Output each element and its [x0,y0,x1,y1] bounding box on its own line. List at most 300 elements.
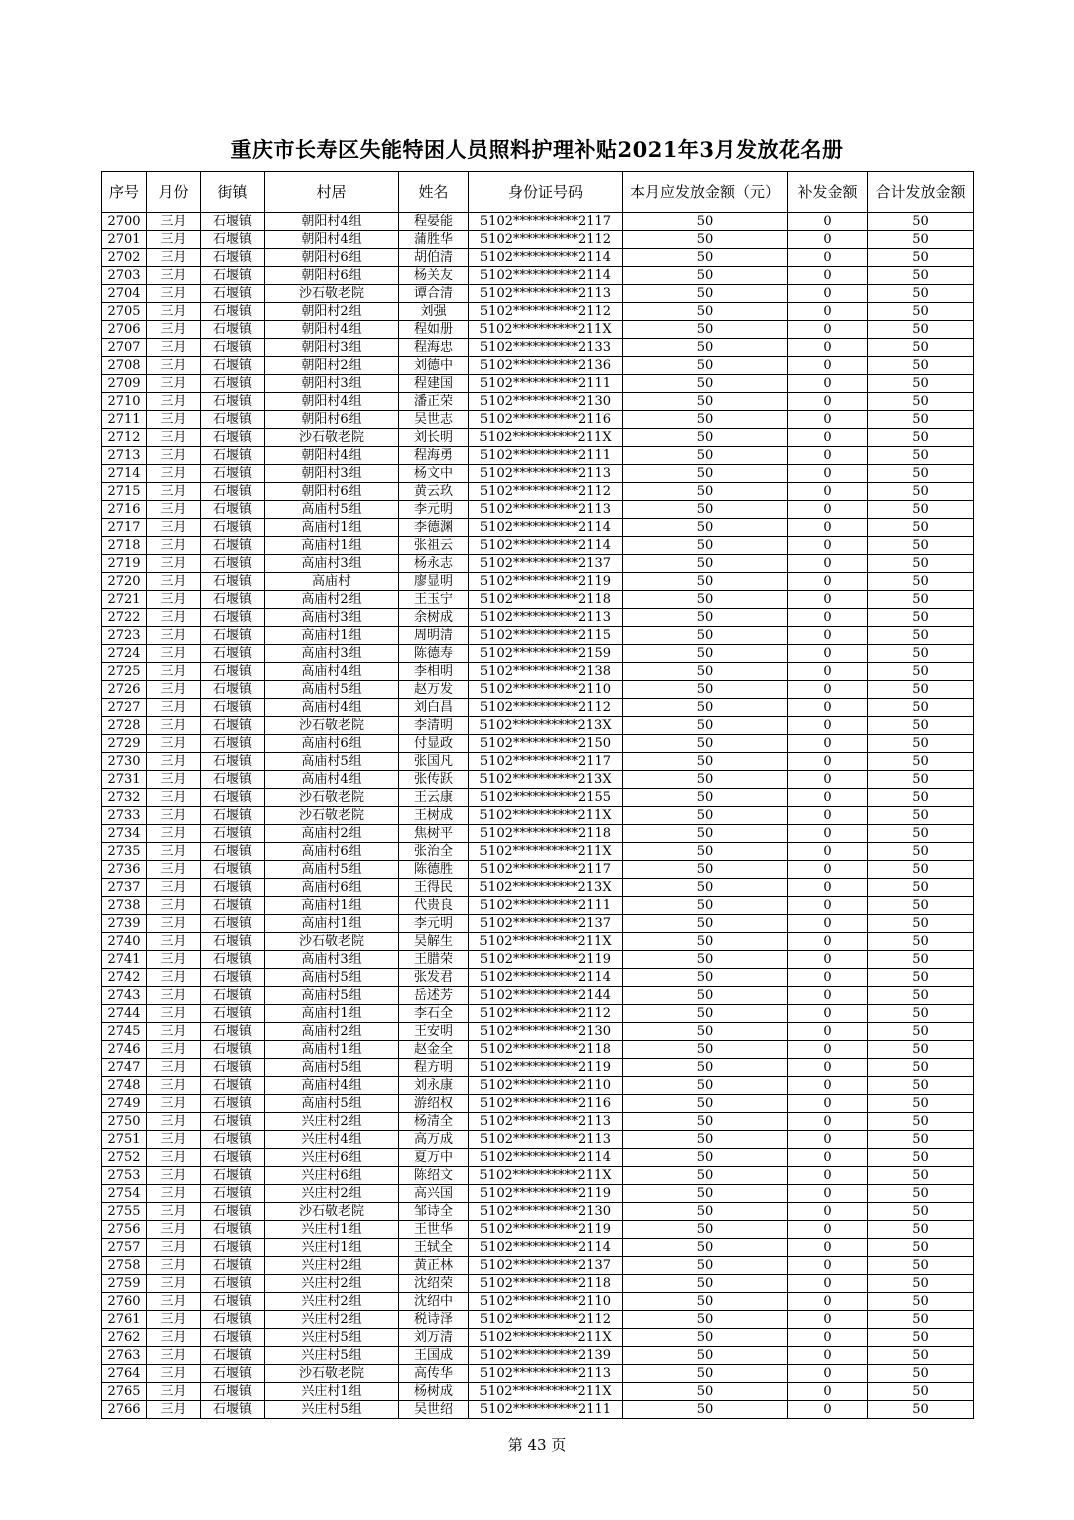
cell-id: 5102**********2114 [469,969,623,987]
cell-name: 张治全 [399,843,469,861]
cell-index: 2733 [102,807,147,825]
cell-name: 王轼全 [399,1239,469,1257]
cell-month: 三月 [147,339,201,357]
cell-name: 高兴国 [399,1185,469,1203]
cell-index: 2716 [102,501,147,519]
cell-id: 5102**********2113 [469,1131,623,1149]
cell-town: 石堰镇 [201,1311,265,1329]
cell-supplement: 0 [788,645,868,663]
cell-id: 5102**********2112 [469,303,623,321]
cell-total: 50 [868,1275,974,1293]
cell-supplement: 0 [788,1365,868,1383]
cell-town: 石堰镇 [201,1293,265,1311]
table-row [102,1311,974,1329]
cell-id: 5102**********2119 [469,1185,623,1203]
cell-index: 2743 [102,987,147,1005]
cell-supplement: 0 [788,411,868,429]
cell-name: 王得民 [399,879,469,897]
cell-total: 50 [868,915,974,933]
cell-id: 5102**********2137 [469,555,623,573]
cell-supplement: 0 [788,1293,868,1311]
cell-total: 50 [868,663,974,681]
table-row [102,753,974,771]
cell-village: 兴庄村2组 [265,1311,399,1329]
cell-village: 高庙村2组 [265,591,399,609]
cell-supplement: 0 [788,1185,868,1203]
cell-id: 5102**********2118 [469,825,623,843]
cell-total: 50 [868,1311,974,1329]
cell-amount: 50 [623,339,788,357]
cell-supplement: 0 [788,933,868,951]
cell-town: 石堰镇 [201,411,265,429]
cell-name: 李相明 [399,663,469,681]
cell-name: 张祖云 [399,537,469,555]
table-row [102,1023,974,1041]
cell-village: 沙石敬老院 [265,1365,399,1383]
cell-amount: 50 [623,411,788,429]
cell-total: 50 [868,933,974,951]
cell-total: 50 [868,1257,974,1275]
cell-id: 5102**********2111 [469,897,623,915]
cell-total: 50 [868,1113,974,1131]
cell-town: 石堰镇 [201,825,265,843]
cell-town: 石堰镇 [201,1005,265,1023]
cell-index: 2742 [102,969,147,987]
cell-id: 5102**********2114 [469,519,623,537]
cell-month: 三月 [147,1185,201,1203]
cell-town: 石堰镇 [201,1077,265,1095]
cell-month: 三月 [147,1059,201,1077]
cell-village: 朝阳村2组 [265,357,399,375]
cell-id: 5102**********2113 [469,609,623,627]
cell-amount: 50 [623,249,788,267]
cell-amount: 50 [623,1077,788,1095]
cell-name: 王世华 [399,1221,469,1239]
cell-name: 廖显明 [399,573,469,591]
cell-total: 50 [868,1005,974,1023]
cell-index: 2740 [102,933,147,951]
cell-town: 石堰镇 [201,1329,265,1347]
cell-amount: 50 [623,753,788,771]
cell-amount: 50 [623,357,788,375]
cell-town: 石堰镇 [201,465,265,483]
table-row [102,429,974,447]
cell-town: 石堰镇 [201,717,265,735]
table-row [102,1167,974,1185]
cell-name: 谭合清 [399,285,469,303]
cell-name: 黄正林 [399,1257,469,1275]
cell-month: 三月 [147,1383,201,1401]
cell-id: 5102**********2110 [469,681,623,699]
cell-index: 2706 [102,321,147,339]
cell-total: 50 [868,285,974,303]
table-row [102,483,974,501]
cell-supplement: 0 [788,1239,868,1257]
cell-village: 朝阳村4组 [265,321,399,339]
cell-month: 三月 [147,789,201,807]
cell-amount: 50 [623,1347,788,1365]
cell-id: 5102**********2111 [469,375,623,393]
cell-total: 50 [868,1293,974,1311]
cell-village: 兴庄村6组 [265,1167,399,1185]
cell-id: 5102**********2138 [469,663,623,681]
cell-supplement: 0 [788,483,868,501]
cell-amount: 50 [623,1275,788,1293]
cell-index: 2748 [102,1077,147,1095]
cell-month: 三月 [147,501,201,519]
cell-month: 三月 [147,537,201,555]
header-col-supplement: 补发金额 [788,172,868,213]
cell-supplement: 0 [788,1023,868,1041]
cell-name: 沈绍中 [399,1293,469,1311]
cell-town: 石堰镇 [201,1023,265,1041]
cell-id: 5102**********2144 [469,987,623,1005]
cell-month: 三月 [147,969,201,987]
cell-amount: 50 [623,969,788,987]
cell-total: 50 [868,1095,974,1113]
cell-month: 三月 [147,1311,201,1329]
cell-id: 5102**********2111 [469,1401,623,1419]
cell-village: 朝阳村4组 [265,393,399,411]
cell-id: 5102**********2130 [469,1203,623,1221]
cell-supplement: 0 [788,267,868,285]
cell-town: 石堰镇 [201,303,265,321]
cell-name: 王玉宁 [399,591,469,609]
cell-village: 兴庄村1组 [265,1221,399,1239]
cell-total: 50 [868,1383,974,1401]
cell-village: 沙石敬老院 [265,285,399,303]
cell-amount: 50 [623,843,788,861]
cell-town: 石堰镇 [201,429,265,447]
cell-village: 兴庄村5组 [265,1329,399,1347]
cell-name: 杨关友 [399,267,469,285]
cell-village: 朝阳村3组 [265,375,399,393]
cell-name: 刘强 [399,303,469,321]
cell-id: 5102**********2117 [469,213,623,231]
cell-name: 陈德寿 [399,645,469,663]
cell-index: 2703 [102,267,147,285]
cell-total: 50 [868,843,974,861]
table-row [102,339,974,357]
cell-amount: 50 [623,321,788,339]
cell-month: 三月 [147,1005,201,1023]
cell-village: 朝阳村3组 [265,465,399,483]
cell-total: 50 [868,951,974,969]
table-row [102,1275,974,1293]
cell-id: 5102**********213X [469,879,623,897]
cell-name: 张国凡 [399,753,469,771]
cell-total: 50 [868,1365,974,1383]
table-row [102,897,974,915]
cell-index: 2745 [102,1023,147,1041]
cell-month: 三月 [147,429,201,447]
cell-id: 5102**********2115 [469,627,623,645]
cell-supplement: 0 [788,1149,868,1167]
cell-month: 三月 [147,573,201,591]
cell-id: 5102**********211X [469,933,623,951]
cell-town: 石堰镇 [201,1185,265,1203]
cell-id: 5102**********2119 [469,951,623,969]
cell-village: 朝阳村4组 [265,213,399,231]
cell-name: 岳述芳 [399,987,469,1005]
cell-total: 50 [868,1329,974,1347]
cell-total: 50 [868,987,974,1005]
cell-total: 50 [868,807,974,825]
table-row [102,465,974,483]
cell-total: 50 [868,339,974,357]
cell-town: 石堰镇 [201,519,265,537]
cell-month: 三月 [147,1293,201,1311]
cell-amount: 50 [623,915,788,933]
cell-month: 三月 [147,717,201,735]
cell-name: 焦树平 [399,825,469,843]
cell-town: 石堰镇 [201,1167,265,1185]
cell-supplement: 0 [788,519,868,537]
cell-id: 5102**********2139 [469,1347,623,1365]
cell-index: 2724 [102,645,147,663]
table-row [102,1077,974,1095]
cell-month: 三月 [147,375,201,393]
cell-town: 石堰镇 [201,1347,265,1365]
cell-id: 5102**********213X [469,771,623,789]
cell-total: 50 [868,249,974,267]
cell-index: 2719 [102,555,147,573]
cell-month: 三月 [147,213,201,231]
cell-town: 石堰镇 [201,357,265,375]
cell-name: 王腊荣 [399,951,469,969]
cell-index: 2707 [102,339,147,357]
cell-id: 5102**********2113 [469,1113,623,1131]
cell-supplement: 0 [788,537,868,555]
table-row [102,1365,974,1383]
cell-id: 5102**********2119 [469,1221,623,1239]
table-row [102,915,974,933]
cell-name: 张传跃 [399,771,469,789]
cell-amount: 50 [623,303,788,321]
cell-village: 高庙村1组 [265,897,399,915]
cell-amount: 50 [623,1221,788,1239]
cell-supplement: 0 [788,699,868,717]
table-row [102,609,974,627]
cell-id: 5102**********2113 [469,1365,623,1383]
cell-month: 三月 [147,519,201,537]
cell-town: 石堰镇 [201,321,265,339]
cell-amount: 50 [623,267,788,285]
cell-month: 三月 [147,1023,201,1041]
cell-supplement: 0 [788,501,868,519]
cell-index: 2751 [102,1131,147,1149]
table-row [102,573,974,591]
cell-supplement: 0 [788,573,868,591]
cell-id: 5102**********211X [469,429,623,447]
cell-town: 石堰镇 [201,1383,265,1401]
cell-name: 刘德中 [399,357,469,375]
table-row [102,771,974,789]
cell-id: 5102**********2133 [469,339,623,357]
cell-village: 高庙村6组 [265,843,399,861]
cell-name: 程如册 [399,321,469,339]
cell-index: 2713 [102,447,147,465]
cell-name: 程晏能 [399,213,469,231]
cell-month: 三月 [147,933,201,951]
cell-village: 高庙村3组 [265,951,399,969]
cell-village: 兴庄村2组 [265,1293,399,1311]
cell-id: 5102**********2137 [469,1257,623,1275]
cell-town: 石堰镇 [201,591,265,609]
cell-supplement: 0 [788,879,868,897]
cell-amount: 50 [623,609,788,627]
cell-name: 李元明 [399,915,469,933]
cell-name: 吴世绍 [399,1401,469,1419]
cell-name: 付显政 [399,735,469,753]
table-row [102,843,974,861]
table-row [102,357,974,375]
cell-town: 石堰镇 [201,1221,265,1239]
cell-id: 5102**********2111 [469,447,623,465]
cell-name: 陈绍文 [399,1167,469,1185]
cell-name: 潘正荣 [399,393,469,411]
cell-supplement: 0 [788,591,868,609]
cell-total: 50 [868,717,974,735]
cell-supplement: 0 [788,1329,868,1347]
cell-total: 50 [868,1401,974,1419]
table-row [102,1383,974,1401]
cell-id: 5102**********2113 [469,285,623,303]
table-row [102,321,974,339]
cell-index: 2765 [102,1383,147,1401]
cell-supplement: 0 [788,1257,868,1275]
cell-index: 2726 [102,681,147,699]
cell-month: 三月 [147,915,201,933]
cell-id: 5102**********2114 [469,537,623,555]
table-row [102,1149,974,1167]
cell-village: 高庙村4组 [265,771,399,789]
cell-village: 沙石敬老院 [265,429,399,447]
cell-month: 三月 [147,1347,201,1365]
cell-month: 三月 [147,285,201,303]
cell-total: 50 [868,735,974,753]
cell-village: 朝阳村6组 [265,483,399,501]
cell-index: 2712 [102,429,147,447]
cell-village: 沙石敬老院 [265,933,399,951]
cell-town: 石堰镇 [201,753,265,771]
cell-town: 石堰镇 [201,285,265,303]
cell-name: 赵金全 [399,1041,469,1059]
cell-supplement: 0 [788,1203,868,1221]
cell-index: 2763 [102,1347,147,1365]
cell-town: 石堰镇 [201,1041,265,1059]
cell-total: 50 [868,699,974,717]
page-number: 第 43 页 [507,1436,567,1454]
cell-index: 2728 [102,717,147,735]
cell-village: 高庙村3组 [265,609,399,627]
cell-index: 2704 [102,285,147,303]
table-row [102,1293,974,1311]
cell-month: 三月 [147,1257,201,1275]
cell-supplement: 0 [788,321,868,339]
cell-month: 三月 [147,1221,201,1239]
cell-amount: 50 [623,1005,788,1023]
cell-village: 沙石敬老院 [265,807,399,825]
cell-month: 三月 [147,753,201,771]
cell-village: 高庙村4组 [265,1077,399,1095]
cell-id: 5102**********2119 [469,573,623,591]
cell-id: 5102**********211X [469,1329,623,1347]
cell-amount: 50 [623,501,788,519]
cell-amount: 50 [623,1401,788,1419]
table-row [102,663,974,681]
cell-town: 石堰镇 [201,1257,265,1275]
cell-name: 税诗泽 [399,1311,469,1329]
cell-total: 50 [868,1023,974,1041]
cell-index: 2708 [102,357,147,375]
cell-id: 5102**********2114 [469,1239,623,1257]
cell-total: 50 [868,609,974,627]
cell-amount: 50 [623,231,788,249]
cell-index: 2749 [102,1095,147,1113]
cell-supplement: 0 [788,861,868,879]
cell-total: 50 [868,1239,974,1257]
table-row [102,807,974,825]
cell-name: 杨永志 [399,555,469,573]
cell-month: 三月 [147,663,201,681]
cell-total: 50 [868,537,974,555]
cell-month: 三月 [147,1077,201,1095]
cell-id: 5102**********2117 [469,861,623,879]
cell-supplement: 0 [788,213,868,231]
cell-name: 刘长明 [399,429,469,447]
cell-supplement: 0 [788,339,868,357]
cell-supplement: 0 [788,1311,868,1329]
cell-supplement: 0 [788,1077,868,1095]
cell-village: 兴庄村2组 [265,1257,399,1275]
cell-supplement: 0 [788,681,868,699]
cell-village: 高庙村1组 [265,1041,399,1059]
header-col-total: 合计发放金额 [868,172,974,213]
table-row [102,1221,974,1239]
cell-index: 2762 [102,1329,147,1347]
cell-village: 高庙村 [265,573,399,591]
cell-total: 50 [868,879,974,897]
cell-index: 2702 [102,249,147,267]
cell-village: 朝阳村3组 [265,339,399,357]
cell-id: 5102**********2113 [469,465,623,483]
cell-total: 50 [868,555,974,573]
cell-month: 三月 [147,1113,201,1131]
cell-name: 周明清 [399,627,469,645]
cell-id: 5102**********2110 [469,1293,623,1311]
cell-name: 杨清全 [399,1113,469,1131]
cell-village: 兴庄村6组 [265,1149,399,1167]
cell-amount: 50 [623,681,788,699]
cell-village: 高庙村5组 [265,987,399,1005]
cell-village: 高庙村4组 [265,663,399,681]
cell-supplement: 0 [788,429,868,447]
cell-village: 兴庄村1组 [265,1383,399,1401]
cell-supplement: 0 [788,447,868,465]
table-row [102,303,974,321]
cell-index: 2754 [102,1185,147,1203]
cell-amount: 50 [623,825,788,843]
cell-amount: 50 [623,1257,788,1275]
cell-index: 2720 [102,573,147,591]
cell-town: 石堰镇 [201,1401,265,1419]
table-row [102,1257,974,1275]
table-row [102,411,974,429]
cell-town: 石堰镇 [201,267,265,285]
cell-name: 王树成 [399,807,469,825]
cell-month: 三月 [147,897,201,915]
